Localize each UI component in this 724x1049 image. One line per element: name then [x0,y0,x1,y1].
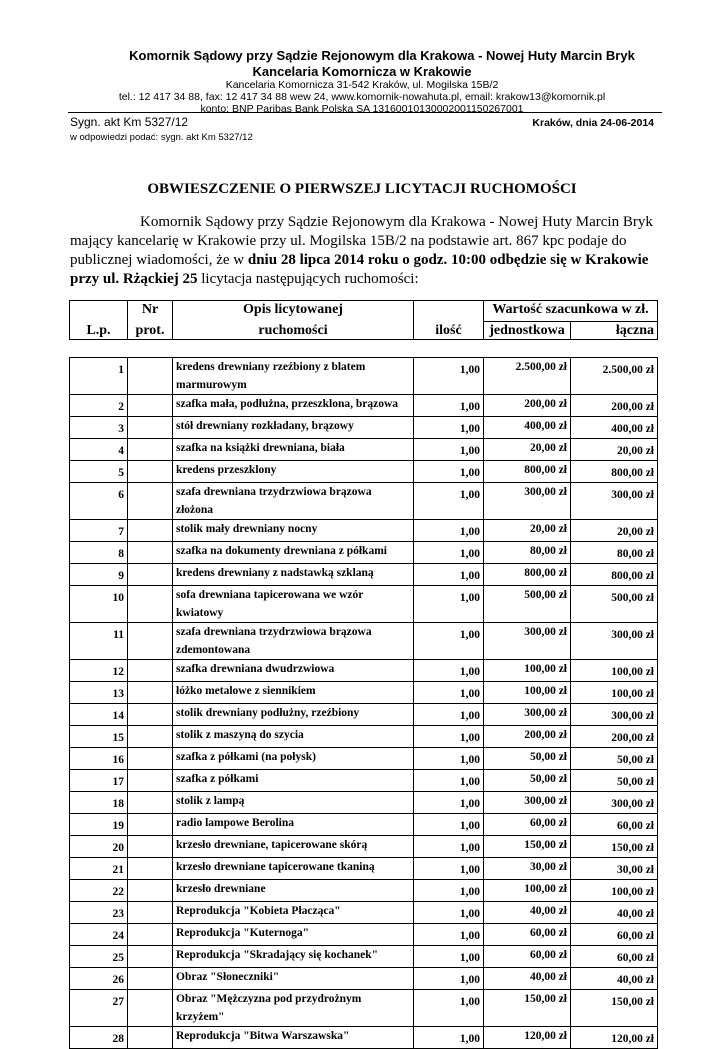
header-prot: prot. [128,322,173,340]
cell-total-value: 60,00 zł [571,946,658,968]
table-row [70,770,658,792]
table-row [70,924,658,946]
cell-protocol-nr [128,682,173,704]
cell-protocol-nr [128,726,173,748]
cell-protocol-nr [128,814,173,836]
cell-lp: 19 [70,814,128,836]
cell-total-value: 40,00 zł [571,968,658,990]
cell-protocol-nr [128,792,173,814]
office-address: Kancelaria Komornicza 31-542 Kraków, ul. Mogilska 15B/2 [225,79,499,91]
cell-total-value: 400,00 zł [571,417,658,439]
cell-unit-value: 60,00 zł [484,946,571,968]
cell-unit-value: 300,00 zł [484,483,571,520]
cell-lp: 6 [70,483,128,520]
cell-quantity: 1,00 [414,395,484,417]
cell-lp: 25 [70,946,128,968]
cell-unit-value: 300,00 zł [484,704,571,726]
cell-total-value: 60,00 zł [571,924,658,946]
header-desc-line1: Opis licytowanej [173,301,414,322]
cell-unit-value: 2.500,00 zł [484,358,571,395]
cell-quantity: 1,00 [414,660,484,682]
cell-total-value: 30,00 zł [571,858,658,880]
cell-quantity: 1,00 [414,542,484,564]
cell-unit-value: 30,00 zł [484,858,571,880]
cell-protocol-nr [128,880,173,902]
cell-protocol-nr [128,358,173,395]
cell-quantity: 1,00 [414,1027,484,1049]
cell-quantity: 1,00 [414,792,484,814]
table-row [70,417,658,439]
cell-unit-value: 100,00 zł [484,880,571,902]
cell-total-value: 50,00 zł [571,770,658,792]
letterhead [0,48,724,115]
table-row [70,623,658,660]
cell-quantity: 1,00 [414,704,484,726]
table-row [70,520,658,542]
cell-total-value: 200,00 zł [571,726,658,748]
cell-protocol-nr [128,564,173,586]
cell-lp: 16 [70,748,128,770]
cell-lp: 23 [70,902,128,924]
reply-reference-note: w odpowiedzi podać: sygn. akt Km 5327/12 [70,132,253,143]
cell-unit-value: 80,00 zł [484,542,571,564]
cell-description: stolik mały drewniany nocny [173,520,414,542]
cell-lp: 27 [70,990,128,1027]
cell-quantity: 1,00 [414,990,484,1027]
cell-unit-value: 20,00 zł [484,520,571,542]
cell-protocol-nr [128,924,173,946]
table-row [70,792,658,814]
header-desc-line2: ruchomości [173,322,414,340]
cell-quantity: 1,00 [414,417,484,439]
cell-unit-value: 300,00 zł [484,623,571,660]
table-row [70,439,658,461]
cell-unit-value: 50,00 zł [484,770,571,792]
cell-total-value: 100,00 zł [571,880,658,902]
cell-total-value: 100,00 zł [571,660,658,682]
cell-lp: 14 [70,704,128,726]
table-row [70,858,658,880]
cell-lp: 22 [70,880,128,902]
cell-protocol-nr [128,902,173,924]
cell-quantity: 1,00 [414,946,484,968]
table-row [70,704,658,726]
cell-total-value: 80,00 zł [571,542,658,564]
cell-description: szafa drewniana trzydrzwiowa brązowa złożona [173,483,414,520]
cell-unit-value: 40,00 zł [484,968,571,990]
cell-protocol-nr [128,483,173,520]
paragraph-auction-date-place: dniu 28 lipca 2014 roku o godz. 10:00 odbędzie się w Krakowie przy ul. Rżąckiej 25 [70,252,649,287]
cell-protocol-nr [128,439,173,461]
cell-protocol-nr [128,395,173,417]
cell-description: stolik z lampą [173,792,414,814]
cell-description: krzesło drewniane, tapicerowane skórą [173,836,414,858]
cell-total-value: 120,00 zł [571,1027,658,1049]
table-row [70,836,658,858]
cell-unit-value: 100,00 zł [484,660,571,682]
cell-lp: 13 [70,682,128,704]
cell-protocol-nr [128,748,173,770]
cell-protocol-nr [128,520,173,542]
case-reference: Sygn. akt Km 5327/12 [70,115,189,129]
header-lp: L.p. [70,301,128,340]
cell-quantity: 1,00 [414,748,484,770]
cell-total-value: 800,00 zł [571,461,658,483]
cell-quantity: 1,00 [414,924,484,946]
cell-total-value: 150,00 zł [571,990,658,1027]
cell-lp: 17 [70,770,128,792]
cell-description: radio lampowe Berolina [173,814,414,836]
cell-quantity: 1,00 [414,770,484,792]
table-row [70,358,658,395]
cell-description: szafa drewniana trzydrzwiowa brązowa zdemontowana [173,623,414,660]
table-row [70,461,658,483]
cell-total-value: 40,00 zł [571,902,658,924]
table-row [70,946,658,968]
cell-description: krzesło drewniane tapicerowane tkaniną [173,858,414,880]
cell-protocol-nr [128,586,173,623]
table-row [70,564,658,586]
table-row [70,542,658,564]
cell-total-value: 300,00 zł [571,623,658,660]
table-row [70,814,658,836]
cell-description: Reprodukcja "Skradający się kochanek" [173,946,414,968]
cell-quantity: 1,00 [414,682,484,704]
cell-lp: 11 [70,623,128,660]
cell-protocol-nr [128,542,173,564]
paragraph-text-1: Komornik Sądowy przy Sądzie Rejonowym dla Krakowa - Nowej Huty Marcin Bryk mający kancelarię w Krakowie przy ul. Mogilska 15B/2 na podstawie art. 867 kpc podaje do publicznej wiadomości, że w [70,214,653,268]
cell-lp: 18 [70,792,128,814]
table-row [70,660,658,682]
cell-total-value: 60,00 zł [571,814,658,836]
cell-total-value: 300,00 zł [571,792,658,814]
table-row [70,968,658,990]
cell-quantity: 1,00 [414,483,484,520]
cell-description: Reprodukcja "Kuternoga" [173,924,414,946]
cell-total-value: 500,00 zł [571,586,658,623]
cell-unit-value: 120,00 zł [484,1027,571,1049]
header-total-value: łączna [571,322,658,340]
table-row [70,395,658,417]
cell-total-value: 20,00 zł [571,520,658,542]
cell-quantity: 1,00 [414,814,484,836]
table-row [70,483,658,520]
cell-unit-value: 800,00 zł [484,461,571,483]
table-row [70,1027,658,1049]
cell-total-value: 50,00 zł [571,748,658,770]
cell-description: Obraz "Słoneczniki" [173,968,414,990]
cell-description: stolik drewniany podłużny, rzeźbiony [173,704,414,726]
cell-unit-value: 40,00 zł [484,902,571,924]
cell-description: stół drewniany rozkładany, brązowy [173,417,414,439]
cell-unit-value: 500,00 zł [484,586,571,623]
paragraph-text-2: licytacja następujących ruchomości: [197,271,419,287]
cell-lp: 20 [70,836,128,858]
cell-lp: 2 [70,395,128,417]
cell-lp: 1 [70,358,128,395]
cell-description: kredens drewniany rzeźbiony z blatem marmurowym [173,358,414,395]
cell-lp: 12 [70,660,128,682]
cell-total-value: 150,00 zł [571,836,658,858]
cell-total-value: 100,00 zł [571,682,658,704]
bank-account: konto: BNP Paribas Bank Polska SA 13160010130002001150267001 [200,103,524,115]
cell-lp: 28 [70,1027,128,1049]
cell-lp: 7 [70,520,128,542]
cell-protocol-nr [128,946,173,968]
cell-description: szafka mała, podłużna, przeszklona, brązowa [173,395,414,417]
table-row [70,726,658,748]
cell-quantity: 1,00 [414,623,484,660]
cell-total-value: 20,00 zł [571,439,658,461]
cell-quantity: 1,00 [414,439,484,461]
cell-total-value: 800,00 zł [571,564,658,586]
cell-protocol-nr [128,461,173,483]
cell-lp: 15 [70,726,128,748]
cell-description: szafka z półkami (na połysk) [173,748,414,770]
cell-description: Obraz "Mężczyzna pod przydrożnym krzyżem" [173,990,414,1027]
cell-quantity: 1,00 [414,880,484,902]
items-table [69,357,658,1049]
cell-description: szafka na dokumenty drewniana z półkami [173,542,414,564]
header-qty: ilość [414,301,484,340]
header-unit-value: jednostkowa [484,322,571,340]
cell-quantity: 1,00 [414,858,484,880]
cell-total-value: 200,00 zł [571,395,658,417]
cell-description: Reprodukcja "Kobieta Płacząca" [173,902,414,924]
cell-description: sofa drewniana tapicerowana we wzór kwiatowy [173,586,414,623]
table-row [70,902,658,924]
cell-unit-value: 150,00 zł [484,990,571,1027]
table-row [70,880,658,902]
table-row [70,990,658,1027]
cell-lp: 4 [70,439,128,461]
cell-unit-value: 200,00 zł [484,395,571,417]
header-value: Wartość szacunkowa w zł. [484,301,658,322]
cell-description: kredens przeszklony [173,461,414,483]
cell-quantity: 1,00 [414,564,484,586]
cell-protocol-nr [128,836,173,858]
cell-quantity: 1,00 [414,968,484,990]
table-row [70,682,658,704]
table-row [70,748,658,770]
cell-protocol-nr [128,623,173,660]
cell-lp: 10 [70,586,128,623]
cell-lp: 3 [70,417,128,439]
cell-lp: 24 [70,924,128,946]
cell-quantity: 1,00 [414,358,484,395]
cell-unit-value: 50,00 zł [484,748,571,770]
header-divider [68,112,662,113]
announcement-paragraph [70,213,670,289]
cell-quantity: 1,00 [414,520,484,542]
items-table-header [69,300,658,340]
items-table-body [70,358,658,1049]
office-contact: tel.: 12 417 34 88, fax: 12 417 34 88 wew 24, www.komornik-nowahuta.pl, email: krakow13@komornik.pl [118,91,606,103]
cell-quantity: 1,00 [414,586,484,623]
document-title: OBWIESZCZENIE O PIERWSZEJ LICYTACJI RUCHOMOŚCI [147,181,577,197]
cell-unit-value: 200,00 zł [484,726,571,748]
cell-unit-value: 60,00 zł [484,814,571,836]
cell-description: krzesło drewniane [173,880,414,902]
cell-protocol-nr [128,968,173,990]
cell-quantity: 1,00 [414,461,484,483]
cell-total-value: 2.500,00 zł [571,358,658,395]
cell-quantity: 1,00 [414,726,484,748]
cell-lp: 5 [70,461,128,483]
cell-protocol-nr [128,990,173,1027]
document-date: Kraków, dnia 24-06-2014 [532,117,654,129]
cell-protocol-nr [128,1027,173,1049]
cell-protocol-nr [128,704,173,726]
cell-unit-value: 60,00 zł [484,924,571,946]
cell-unit-value: 20,00 zł [484,439,571,461]
cell-protocol-nr [128,858,173,880]
cell-lp: 8 [70,542,128,564]
cell-unit-value: 150,00 zł [484,836,571,858]
cell-lp: 9 [70,564,128,586]
cell-lp: 26 [70,968,128,990]
cell-description: Reprodukcja "Bitwa Warszawska" [173,1027,414,1049]
cell-unit-value: 300,00 zł [484,792,571,814]
cell-description: łóżko metalowe z siennikiem [173,682,414,704]
chancellery-name: Kancelaria Komornicza w Krakowie [252,64,472,79]
cell-total-value: 300,00 zł [571,483,658,520]
cell-quantity: 1,00 [414,836,484,858]
cell-protocol-nr [128,770,173,792]
cell-description: szafka z półkami [173,770,414,792]
cell-description: szafka na książki drewniana, biała [173,439,414,461]
cell-unit-value: 100,00 zł [484,682,571,704]
cell-description: szafka drewniana dwudrzwiowa [173,660,414,682]
office-name: Komornik Sądowy przy Sądzie Rejonowym dla Krakowa - Nowej Huty Marcin Bryk [129,48,635,63]
table-row [70,586,658,623]
cell-description: stolik z maszyną do szycia [173,726,414,748]
cell-protocol-nr [128,417,173,439]
cell-total-value: 300,00 zł [571,704,658,726]
cell-quantity: 1,00 [414,902,484,924]
cell-unit-value: 400,00 zł [484,417,571,439]
cell-unit-value: 800,00 zł [484,564,571,586]
cell-lp: 21 [70,858,128,880]
cell-protocol-nr [128,660,173,682]
header-nr: Nr [128,301,173,322]
cell-description: kredens drewniany z nadstawką szklaną [173,564,414,586]
